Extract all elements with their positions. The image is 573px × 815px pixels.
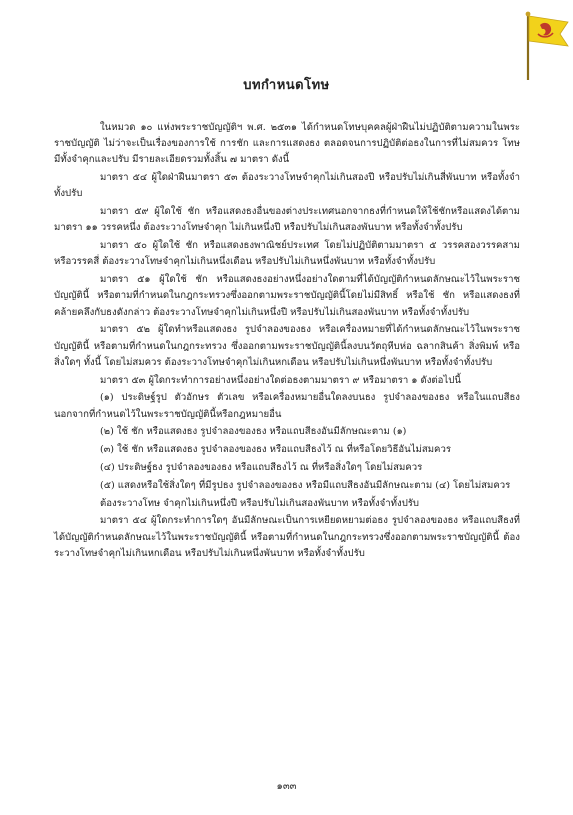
list-item: (๔) ประดิษฐ์ธง รูปจำลองของธง หรือแถบสีธงไว้ ณ ที่หรือสิ่งใดๆ โดยไม่สมควร [100,462,423,473]
list-item: (๓) ใช้ ชัก หรือแสดงธง รูปจำลองของธง หรือแถบสีธงไว้ ณ ที่หรือโดยวิธีอันไม่สมควร [100,444,452,456]
page-title: บทกำหนดโทษ [243,78,330,93]
section-paragraph: มาตรา ๕๙ ผู้ใดใช้ ชัก หรือแสดงธงอื่นของต่างประเทศนอกจากธงที่กำหนดให้ใช้ชักหรือแสดงได้ตามมาตรา ๑๑ วรรคหนึ่ง ต้องระวางโทษจำคุก ไม่เกินหนึ่งปี หรือปรับไม่เกินสองพันบาท หรือทั้งจำทั้งปรับ [54,206,520,234]
section-paragraph: มาตรา ๕๑ ผู้ใดใช้ ชัก หรือแสดงธงอย่างหนึ่งอย่างใดตามที่ได้บัญญัติกำหนดลักษณะไว้ในพระราชบัญญัตินี้ หรือตามที่กำหนดในกฎกระทรวงซึ่งออกตามพระราชบัญญัตินี้โดยไม่มีสิทธิ์ หรือใช้ ชัก หรือแสดงธงที่คล้ายคลึงกับธงดังกล่าว ต้องระวางโทษจำคุกไม่เกินหนึ่งปี หรือปรับไม่เกินสองพันบาท หรือทั้งจำทั้งปรับ [54,274,520,318]
section-paragraph: มาตรา ๕๔ ผู้ใดกระทำการใดๆ อันมีลักษณะเป็นการเหยียดหยามต่อธง รูปจำลองของธง หรือแถบสีธงที่ได้บัญญัติกำหนดลักษณะไว้ในพระราชบัญญัตินี้ หรือตามที่กำหนดในกฎกระทรวงซึ่งออกตามพระราชบัญญัตินี้ ต้องระวางโทษจำคุกไม่เกินหกเดือน หรือปรับไม่เกินหนึ่งพันบาท หรือทั้งจำทั้งปรับ [54,515,520,559]
penalty-paragraph: ต้องระวางโทษ จำคุกไม่เกินหนึ่งปี หรือปรับไม่เกินสองพันบาท หรือทั้งจำทั้งปรับ [100,497,420,509]
list-item: (๕) แสดงหรือใช้สิ่งใดๆ ที่มีรูปธง รูปจำลองของธง หรือมีแถบสีธงอันมีลักษณะตาม (๔) โดยไม่สมควร [100,479,511,491]
list-item: (๒) ใช้ ชัก หรือแสดงธง รูปจำลองของธง หรือแถบสีธงอันมีลักษณะตาม (๑) [100,426,407,438]
section-paragraph: มาตรา ๕๐ ผู้ใดใช้ ชัก หรือแสดงธงพาณิชย์ประเทศ โดยไม่ปฏิบัติตามมาตรา ๕ วรรคสองวรรคสาม หรือวรรคสี่ ต้องระวางโทษจำคุกไม่เกินหนึ่งเดือน หรือปรับไม่เกินหนึ่งพันบาท หรือทั้งจำทั้งปรับ [54,240,520,268]
list-item: (๑) ประดิษฐ์รูป ตัวอักษร ตัวเลข หรือเครื่องหมายอื่นใดลงบนธง รูปจำลองของธง หรือในแถบสีธง นอกจากที่กำหนดไว้ในพระราชบัญญัตินี้หรือกฎหมายอื่น [54,392,520,420]
intro-paragraph: ในหมวด ๑๐ แห่งพระราชบัญญัติฯ พ.ศ. ๒๕๓๑ ได้กำหนดโทษบุคคลผู้ฝ่าฝืนไม่ปฏิบัติตามความในพระราชบัญญัติ ไม่ว่าจะเป็นเรื่องของการใช้ การชัก และการแสดงธง ตลอดจนการปฏิบัติต่อธงในการที่ไม่สมควร โทษมีทั้งจำคุกและปรับ มีรายละเอียดรวมทั้งสิ้น ๗ มาตรา ดังนี้ [54,122,520,166]
section-paragraph: มาตรา ๕๔ ผู้ใดฝ่าฝืนมาตรา ๕๓ ต้องระวางโทษจำคุกไม่เกินสองปี หรือปรับไม่เกินสี่พันบาท หรือทั้งจำทั้งปรับ [54,172,520,200]
document-body [54,120,520,564]
section-paragraph: มาตรา ๕๓ ผู้ใดกระทำการอย่างหนึ่งอย่างใดต่อธงตามมาตรา ๙ หรือมาตรา ๑ ดังต่อไปนี้ [100,374,461,386]
flag-pole-finial [526,12,531,17]
royal-flag-emblem [524,10,570,82]
section-paragraph: มาตรา ๕๒ ผู้ใดทำหรือแสดงธง รูปจำลองของธง หรือเครื่องหมายที่ได้กำหนดลักษณะไว้ในพระราชบัญญัตินี้ หรือตามที่กำหนดในกฎกระทรวง ซึ่งออกตามพระราชบัญญัตินี้ลงบนวัตถุหีบห่อ ฉลากสินค้า สิ่งพิมพ์ หรือสิ่งใดๆ ทั้งนี้ โดยไม่สมควร ต้องระวางโทษจำคุกไม่เกินหกเดือน หรือปรับไม่เกินหนึ่งพันบาท หรือทั้งจำทั้งปรับ [54,324,520,368]
page-number: ๑๓๓ [276,781,297,792]
